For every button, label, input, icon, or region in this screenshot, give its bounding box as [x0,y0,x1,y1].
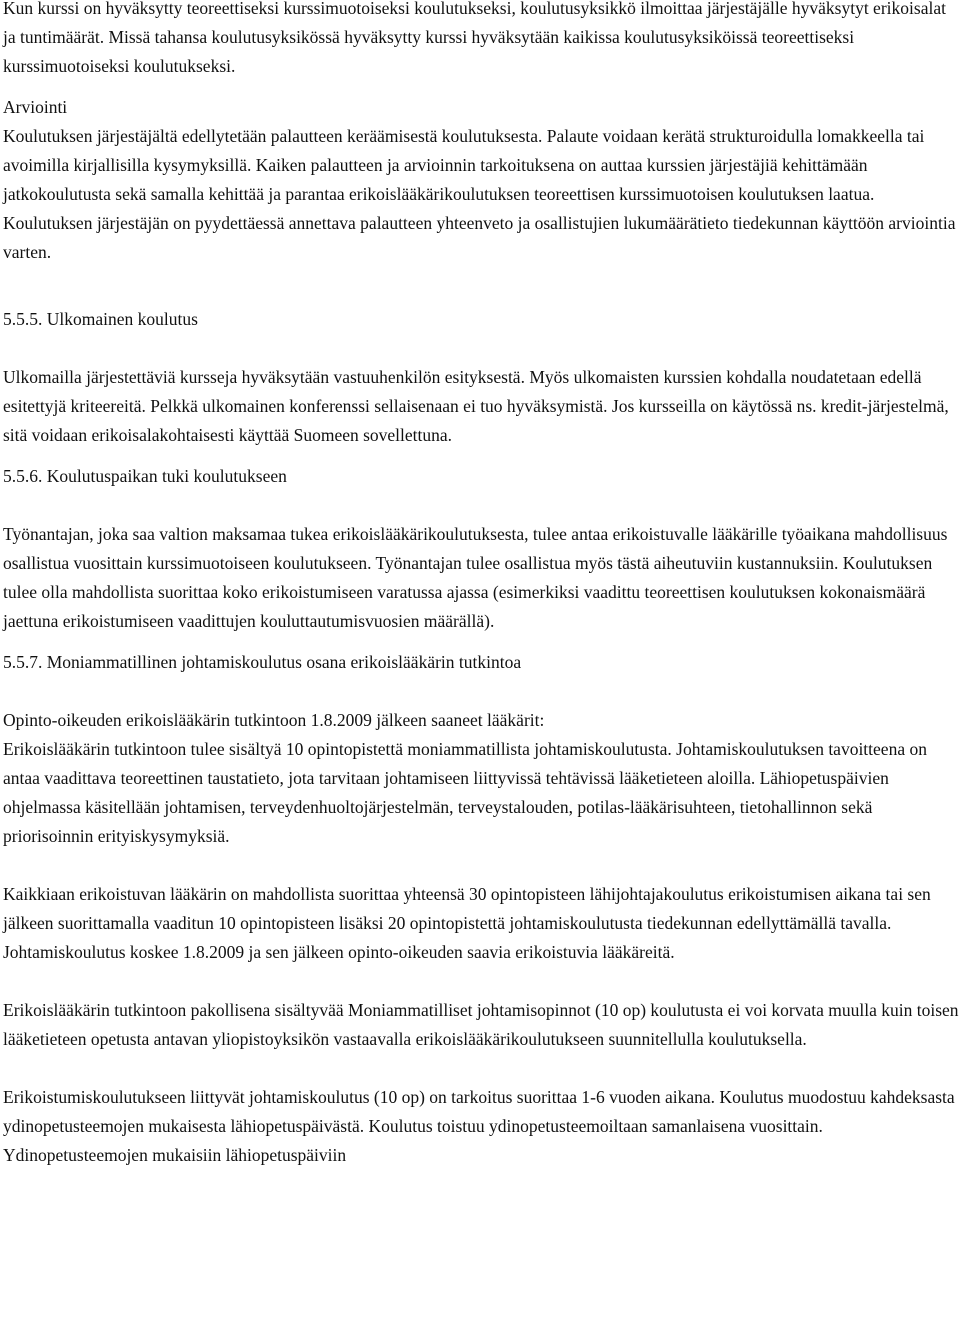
section-5-5-7-subheading: Opinto-oikeuden erikoislääkärin tutkintoon 1.8.2009 jälkeen saaneet lääkärit: [3,710,545,730]
arviointi-paragraph: Koulutuksen järjestäjältä edellytetään palautteen keräämisestä koulutuksesta. Palaute voidaan kerätä strukturoidulla lomakkeella tai avoimilla kirjallisilla kysymyksillä. Kaiken palautteen ja arvioinnin tarkoituksena on auttaa kurssien järjestäjiä kehittämään jatkokoulutusta sekä samalla kehittää ja parantaa erikoislääkärikoulutuksen teoreettisen kurssimuotoisen koulutuksen laatua. Koulutuksen järjestäjän on pyydettäessä annettava palautteen yhteenveto ja osallistujien lukumäärätieto tiedekunnan käyttöön arviointia varten. [3,126,956,262]
section-5-5-7-heading: 5.5.7. Moniammatillinen johtamiskoulutus osana erikoislääkärin tutkintoa [3,652,522,672]
section-5-5-6-heading: 5.5.6. Koulutuspaikan tuki koulutukseen [3,466,287,486]
document-page [3,0,960,1170]
section-5-5-7-paragraph: Erikoislääkärin tutkintoon tulee sisältyä 10 opintopistettä moniammatillista johtamiskoulutusta. Johtamiskoulutuksen tavoitteena on antaa vaadittava teoreettinen taustatieto, jota tarvitaan johtamiseen liittyvissä tehtävissä lääketieteen aloilla. Lähiopetuspäivien ohjelmassa käsitellään johtamisen, terveydenhuoltojärjestelmän, terveystalouden, potilas-lääkärisuhteen, tietohallinnon sekä priorisoinnin erityiskysymyksiä. [3,739,927,846]
arviointi-heading: Arviointi [3,97,68,117]
section-5-5-6-paragraph: Työnantajan, joka saa valtion maksamaa tukea erikoislääkärikoulutuksesta, tulee antaa erikoistuvalle lääkärille työaikana mahdollisuus osallistua vuosittain kurssimuotoiseen koulutukseen. Työnantajan tulee osallistua myös tästä aiheutuviin kustannuksiin. Koulutuksen tulee olla mahdollista suorittaa koko erikoistumiseen varatussa ajassa (esimerkiksi vaadittu teoreettisen koulutuksen kokonaismäärä jaettuna erikoistumiseen vaadittujen kouluttautumisvuosien määrällä). [3,524,948,631]
kaikkiaan-paragraph: Kaikkiaan erikoistuvan lääkärin on mahdollista suorittaa yhteensä 30 opintopisteen lähijohtajakoulutus erikoistumisen aikana tai sen jälkeen suorittamalla vaaditun 10 opintopisteen lisäksi 20 opintopistettä johtamiskoulutusta tiedekunnan edellyttämällä tavalla. Johtamiskoulutus koskee 1.8.2009 ja sen jälkeen opinto-oikeuden saavia erikoistuvia lääkäreitä. [3,884,931,962]
intro-paragraph: Kun kurssi on hyväksytty teoreettiseksi kurssimuotoiseksi koulutukseksi, koulutusyksikkö ilmoittaa järjestäjälle hyväksytyt erikoisalat ja tuntimäärät. Missä tahansa koulutusyksikössä hyväksytty kurssi hyväksytään kaikissa koulutusyksiköissä teoreettiseksi kurssimuotoiseksi koulutukseksi. [3,0,946,76]
section-5-5-5-heading: 5.5.5. Ulkomainen koulutus [3,309,198,329]
pakollisena-paragraph: Erikoislääkärin tutkintoon pakollisena sisältyvää Moniammatilliset johtamisopinnot (10 op) koulutusta ei voi korvata muulla kuin toisen lääketieteen opetusta antavan yliopistoyksikön vastaavalla erikoislääkärikoulutukseen suunnitellulla koulutuksella. [3,1000,959,1049]
liittyvat-paragraph: Erikoistumiskoulutukseen liittyvät johtamiskoulutus (10 op) on tarkoitus suorittaa 1-6 vuoden aikana. Koulutus muodostuu kahdeksasta ydinopetusteemojen mukaisesta lähiopetuspäivästä. Koulutus toistuu ydinopetusteemoiltaan samanlaisena vuosittain. Ydinopetusteemojen mukaisiin lähiopetuspäiviin [3,1087,955,1165]
section-5-5-5-paragraph: Ulkomailla järjestettäviä kursseja hyväksytään vastuuhenkilön esityksestä. Myös ulkomaisten kurssien kohdalla noudatetaan edellä esitettyjä kriteereitä. Pelkkä ulkomainen konferenssi sellaisenaan ei tuo hyväksymistä. Jos kursseilla on käytössä ns. kredit-järjestelmä, sitä voidaan erikoisalakohtaisesti käyttää Suomeen sovellettuna. [3,367,949,445]
